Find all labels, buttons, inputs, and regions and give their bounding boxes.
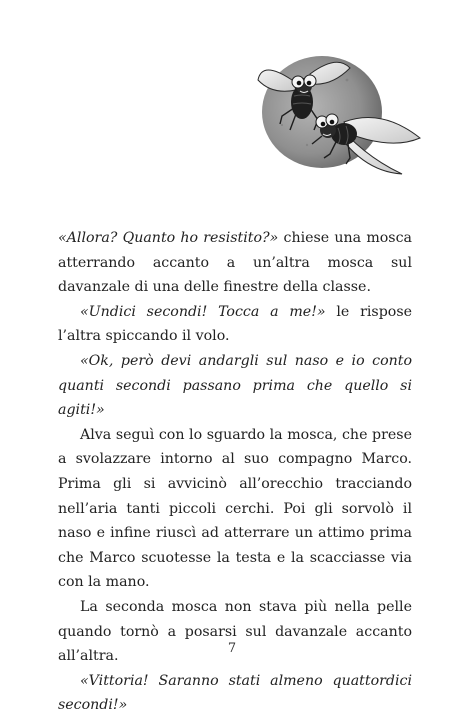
dialogue-text: «Undici secondi! Tocca a me!» <box>80 303 326 320</box>
paragraph <box>58 226 412 300</box>
dialogue-text: «Vittoria! Saranno stati almeno quattordici secondi!» <box>58 672 412 714</box>
narration-text: chiese una mosca atterrando accanto a un’altra mosca sul davanzale di una delle finestre della classe. <box>58 230 412 296</box>
two-flies-illustration-icon <box>252 50 424 178</box>
paragraph <box>58 300 412 349</box>
paragraph <box>58 423 412 595</box>
page-number: 7 <box>227 641 237 656</box>
dialogue-text: «Ok, però devi andargli sul naso e io conto quanti secondi passano prima che quello si agiti!» <box>58 352 412 419</box>
narration-text: Alva seguì con lo sguardo la mosca, che prese a svolazzare intorno al suo compagno Marco. Prima gli si avvicinò all’orecchio tracciando nell’aria tanti piccoli cerchi. Poi gli sorvolò il naso e infine riuscì ad atterrare un attimo prima che Marco scuotesse la testa e la scacciasse via con la mano. <box>58 426 412 591</box>
paragraph <box>58 595 412 669</box>
paragraph <box>58 349 412 423</box>
narration-text: le rispose l’altra spiccando il volo. <box>58 303 412 345</box>
narration-text: La seconda mosca non stava più nella pelle quando tornò a posarsi sul davanzale accanto all’altra. <box>58 598 412 665</box>
dialogue-text: «Allora? Quanto ho resistito?» <box>58 230 279 246</box>
paragraph <box>58 669 412 718</box>
